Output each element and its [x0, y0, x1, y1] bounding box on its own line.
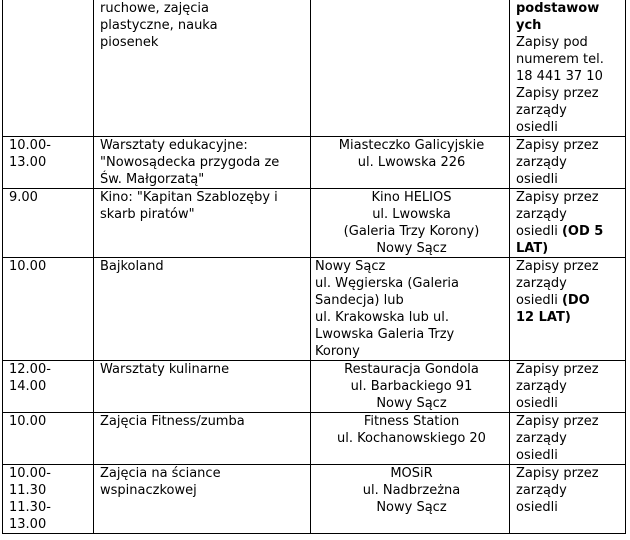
activity-line: piosenek — [100, 35, 159, 50]
place-line: ul. Barbackiego 91 — [350, 379, 473, 394]
time-line: 10.00 — [9, 414, 47, 429]
info-line: podstawow — [516, 1, 600, 16]
info-line — [516, 292, 622, 309]
info-line: ych — [516, 18, 542, 33]
table-row — [3, 413, 626, 465]
place-cell — [311, 258, 510, 361]
info-line: Zapisy przez — [516, 138, 599, 153]
activity-line: Bajkoland — [100, 259, 164, 274]
info-cell — [510, 258, 626, 361]
age-limit-label: LAT) — [516, 241, 549, 256]
time-line: 9.00 — [9, 190, 38, 205]
info-line: osiedli — [516, 500, 558, 515]
info-cell — [510, 189, 626, 258]
place-line: ul. Krakowska lub ul. — [315, 310, 449, 325]
info-text: osiedli — [516, 293, 562, 308]
place-line: Fitness Station — [363, 414, 460, 429]
activity-cell — [94, 465, 311, 534]
info-cell — [510, 413, 626, 465]
info-line: 18 441 37 10 — [516, 69, 603, 84]
activity-line: "Nowosądecka przygoda ze — [100, 155, 280, 170]
info-line: zarządy — [516, 103, 567, 118]
info-cell — [510, 465, 626, 534]
place-line: ul. Lwowska — [372, 207, 451, 222]
time-line: 14.00 — [9, 379, 47, 394]
place-cell — [311, 0, 510, 137]
age-limit-label: 12 LAT) — [516, 310, 571, 325]
table-row — [3, 137, 626, 189]
activity-line: Warsztaty kulinarne — [100, 362, 230, 377]
activity-line: wspinaczkowej — [100, 483, 197, 498]
activity-line: Św. Małgorzatą" — [100, 172, 205, 187]
activity-line: Zajęcia Fitness/zumba — [100, 414, 245, 429]
place-line: Lwowska Galeria Trzy — [315, 327, 455, 342]
activity-line: ruchowe, zajęcia — [100, 1, 209, 16]
info-line: Zapisy przez — [516, 414, 599, 429]
info-line: Zapisy przez — [516, 259, 599, 274]
info-text: osiedli — [516, 224, 562, 239]
info-line: zarządy — [516, 483, 567, 498]
info-cell — [510, 0, 626, 137]
time-cell — [3, 258, 94, 361]
time-cell — [3, 137, 94, 189]
info-line — [516, 223, 622, 240]
place-line: (Galeria Trzy Korony) — [343, 224, 480, 239]
time-line: 12.00- — [9, 362, 51, 377]
info-line: Zapisy pod — [516, 35, 588, 50]
age-limit-label: (DO — [561, 293, 590, 308]
info-line: numerem tel. — [516, 52, 604, 67]
time-line: 11.30 — [9, 483, 47, 498]
info-line: Zapisy przez — [516, 190, 599, 205]
time-cell — [3, 189, 94, 258]
activity-cell — [94, 0, 311, 137]
time-cell — [3, 465, 94, 534]
table-row — [3, 361, 626, 413]
info-line: osiedli — [516, 396, 558, 411]
time-line: 10.00 — [9, 259, 47, 274]
activity-cell — [94, 413, 311, 465]
place-line: ul. Węgierska (Galeria — [315, 276, 459, 291]
place-cell — [311, 189, 510, 258]
table-row — [3, 258, 626, 361]
info-line: zarządy — [516, 155, 567, 170]
place-line: Korony — [315, 344, 360, 359]
activity-cell — [94, 361, 311, 413]
info-cell — [510, 137, 626, 189]
info-line: Zapisy przez — [516, 86, 599, 101]
place-line: Nowy Sącz — [315, 259, 386, 274]
time-line: 13.00 — [9, 517, 47, 532]
place-line: Kino HELIOS — [371, 190, 452, 205]
info-line: zarządy — [516, 207, 567, 222]
place-line: Nowy Sącz — [376, 500, 447, 515]
time-line: 10.00- — [9, 138, 51, 153]
activity-line: skarb piratów" — [100, 207, 195, 222]
age-limit-label: (OD 5 — [561, 224, 604, 239]
place-line: MOSiR — [390, 466, 433, 481]
place-line: ul. Kochanowskiego 20 — [337, 431, 486, 446]
table-row — [3, 465, 626, 534]
info-line: Zapisy przez — [516, 362, 599, 377]
place-line: Restauracja Gondola — [344, 362, 479, 377]
info-line: osiedli — [516, 448, 558, 463]
info-line: osiedli — [516, 120, 558, 135]
place-line: ul. Lwowska 226 — [357, 155, 466, 170]
table-row — [3, 189, 626, 258]
place-line: Miasteczko Galicyjskie — [338, 138, 485, 153]
place-cell — [311, 137, 510, 189]
activity-line: Kino: "Kapitan Szablozęby i — [100, 190, 278, 205]
table-row — [3, 0, 626, 137]
activity-line: Zajęcia na ściance — [100, 466, 221, 481]
place-line: Nowy Sącz — [376, 396, 447, 411]
place-cell — [311, 465, 510, 534]
place-cell — [311, 413, 510, 465]
info-cell — [510, 361, 626, 413]
time-cell — [3, 0, 94, 137]
time-line: 13.00 — [9, 155, 47, 170]
info-line: zarządy — [516, 379, 567, 394]
place-line: Nowy Sącz — [376, 241, 447, 256]
info-line: zarządy — [516, 276, 567, 291]
place-line: Sandecja) lub — [315, 293, 404, 308]
place-cell — [311, 361, 510, 413]
activity-line: Warsztaty edukacyjne: — [100, 138, 248, 153]
info-line: Zapisy przez — [516, 466, 599, 481]
info-line: zarządy — [516, 431, 567, 446]
activity-cell — [94, 258, 311, 361]
info-line: osiedli — [516, 172, 558, 187]
activity-cell — [94, 189, 311, 258]
activity-line: plastyczne, nauka — [100, 18, 218, 33]
time-cell — [3, 413, 94, 465]
time-cell — [3, 361, 94, 413]
time-line: 11.30- — [9, 500, 51, 515]
time-line: 10.00- — [9, 466, 51, 481]
schedule-table — [2, 0, 626, 534]
activity-cell — [94, 137, 311, 189]
place-line: ul. Nadbrzeżna — [362, 483, 461, 498]
